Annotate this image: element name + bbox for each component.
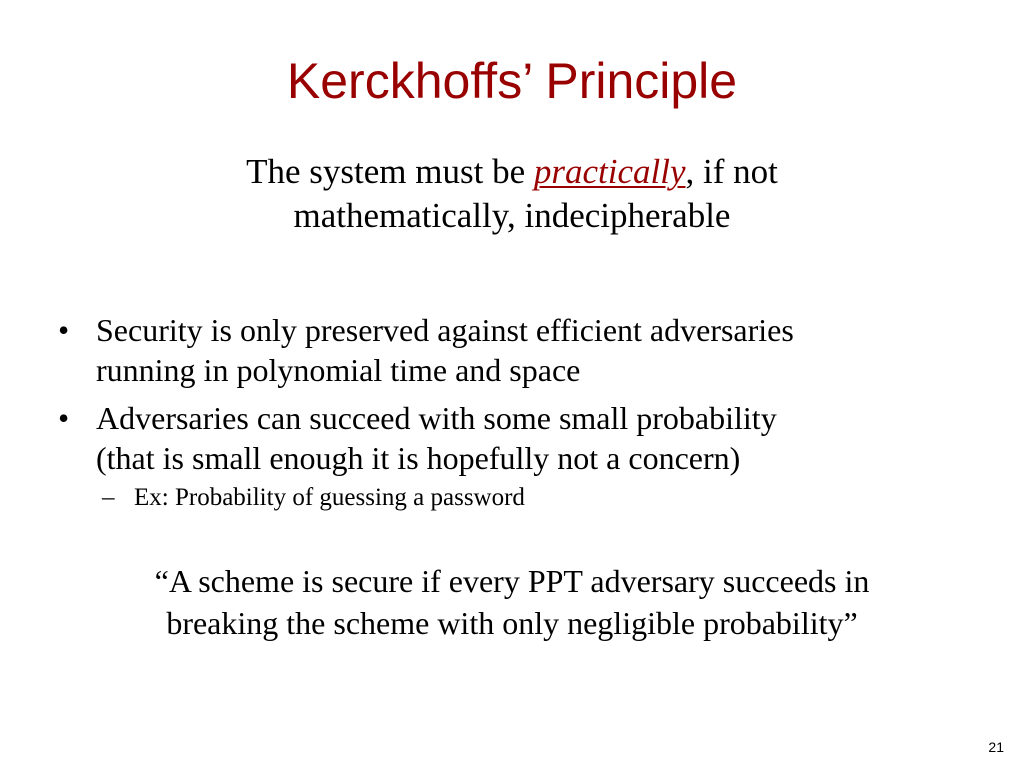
bullet-item: [0, 310, 1024, 390]
subtitle-line-2: mathematically, indecipherable: [293, 196, 731, 235]
subtitle-text-after: , if not: [685, 152, 778, 191]
bullet-item: [0, 398, 1024, 478]
bullet-line-2: (that is small enough it is hopefully not a concern): [96, 440, 741, 476]
slide-subtitle: [60, 150, 964, 238]
sub-bullet-item: [0, 482, 1024, 514]
bullet-marker: •: [58, 400, 70, 436]
bullet-line-1: Security is only preserved against efficient adversaries: [96, 312, 794, 348]
subtitle-emphasis: practically: [533, 152, 686, 191]
bullet-marker: •: [58, 312, 70, 348]
sub-bullet-text: Ex: Probability of guessing a password: [134, 484, 525, 511]
page-number: 21: [988, 739, 1004, 755]
quote-line-1: “A scheme is secure if every PPT adversary succeeds in: [154, 563, 870, 599]
slide-title: Kerckhoffs’ Principle: [286, 53, 738, 109]
definition-quote: [40, 560, 984, 644]
subtitle-text-before: The system must be: [246, 152, 534, 191]
quote-line-2: breaking the scheme with only negligible probability”: [166, 605, 858, 641]
bullet-line-2: running in polynomial time and space: [96, 352, 581, 388]
bullet-line-1: Adversaries can succeed with some small probability: [96, 400, 777, 436]
bullet-list: [0, 310, 1024, 514]
sub-bullet-marker: –: [102, 484, 115, 511]
